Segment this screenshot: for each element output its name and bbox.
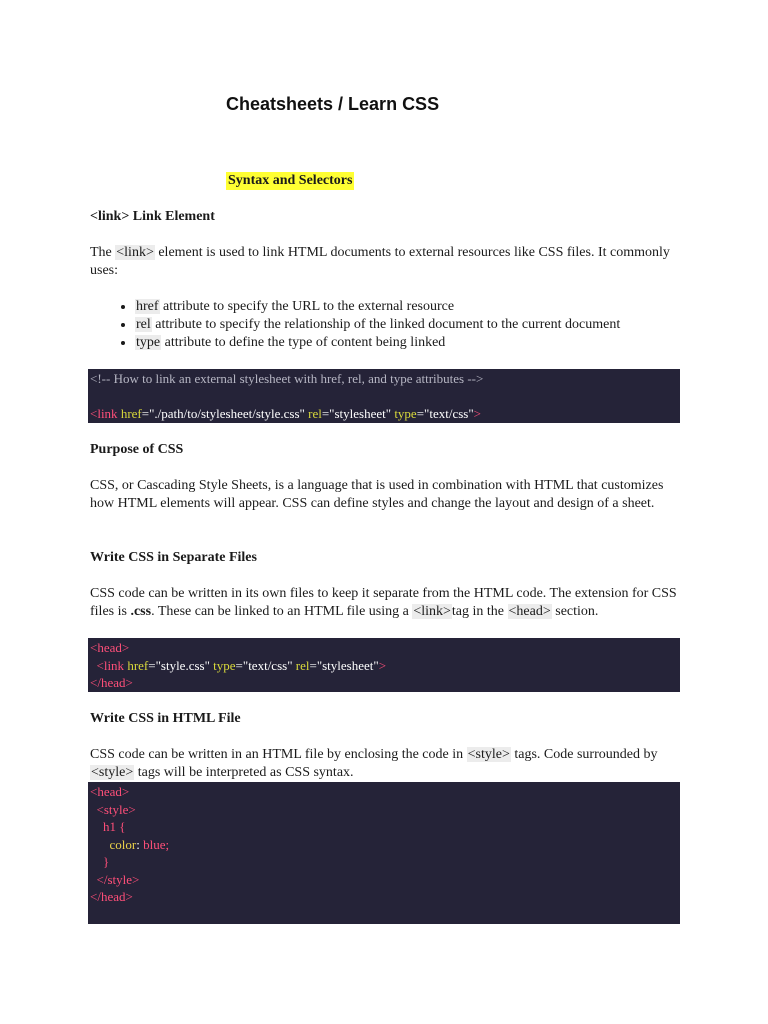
- link-attributes-list: [90, 298, 680, 352]
- code-string: "text/css": [242, 657, 293, 673]
- text-span: attribute to specify the relationship of the linked document to the current document: [151, 317, 621, 332]
- purpose-section: [90, 441, 680, 459]
- code-tag: </head>: [90, 889, 133, 904]
- code-brace: }: [90, 854, 110, 869]
- code-tag: >: [473, 406, 481, 421]
- section-banner: Syntax and Selectors: [228, 173, 353, 188]
- code-string: "stylesheet": [329, 406, 392, 421]
- file-extension: .css: [130, 604, 152, 619]
- text-span: section.: [551, 604, 599, 619]
- code-selector: h1 {: [90, 819, 126, 834]
- code-tag: <head>: [90, 784, 130, 799]
- inline-code: <link>: [116, 245, 154, 260]
- link-element-paragraph: [90, 244, 680, 280]
- code-attr: href: [120, 406, 142, 421]
- code-tag: >: [378, 657, 387, 673]
- code-attr: rel: [308, 406, 322, 421]
- separate-files-body: [90, 585, 680, 621]
- code-attr: href: [127, 657, 149, 673]
- code-tag: <head>: [90, 640, 130, 655]
- text-span: attribute to define the type of content being linked: [161, 335, 446, 350]
- code-tag: <link: [90, 657, 128, 673]
- code-attr: type: [213, 657, 236, 673]
- link-element-intro: [90, 244, 680, 280]
- html-file-code-block: [88, 782, 680, 924]
- list-item: [135, 334, 680, 352]
- purpose-body: [90, 477, 680, 513]
- code-attr: rel: [295, 657, 310, 673]
- inline-code: type: [136, 335, 161, 350]
- code-string: "style.css": [155, 657, 210, 673]
- inline-code: href: [136, 299, 159, 314]
- page-title: Cheatsheets / Learn CSS: [226, 94, 440, 114]
- code-tag: </head>: [90, 675, 133, 690]
- link-code-block: <!-- How to link an external stylesheet with href, rel, and type attributes --> <link href="./path/to/stylesheet/style.css" rel="stylesheet" type="text/css">: [88, 369, 680, 423]
- purpose-paragraph: CSS, or Cascading Style Sheets, is a language that is used in combination with HTML that customizes how HTML elements will appear. CSS can define styles and change the layout and design of a sheet.: [90, 478, 664, 511]
- list-item: [135, 298, 680, 316]
- code-string: "./path/to/stylesheet/style.css": [149, 406, 305, 421]
- text-span: CSS code can be written in its own files to keep it separate from the HTML code. The extension for CSS files is: [90, 586, 677, 619]
- link-element-heading: <link> Link Element: [90, 209, 215, 224]
- separate-files-code-block: <head> <link href="style.css" type="text/css" rel="stylesheet"> </head>: [88, 638, 680, 692]
- html-file-body: [90, 746, 680, 782]
- code-tag: </style>: [90, 871, 140, 887]
- separate-files-paragraph: [90, 585, 680, 621]
- separate-files-heading: Write CSS in Separate Files: [90, 550, 257, 565]
- text-span: tag in the: [451, 604, 508, 619]
- inline-code: rel: [136, 317, 151, 332]
- inline-code: <head>: [508, 604, 551, 619]
- html-file-heading: Write CSS in HTML File: [90, 711, 241, 726]
- code-attr: type: [394, 406, 417, 421]
- code-string: "stylesheet": [316, 657, 379, 673]
- code-value: blue;: [143, 836, 170, 852]
- code-tag: <link: [90, 406, 121, 421]
- inline-code: <style>: [91, 765, 134, 780]
- html-file-paragraph: [90, 746, 680, 782]
- text-span: CSS code can be written in an HTML file by enclosing the code in: [90, 747, 467, 762]
- text-span: element is used to link HTML documents to external resources like CSS files. It commonly uses:: [90, 245, 670, 278]
- link-element-section: [90, 208, 680, 226]
- text-span: The: [90, 245, 116, 260]
- inline-code: <link>: [413, 604, 451, 619]
- list-item: [135, 316, 680, 334]
- text-span: tags. Code surrounded by: [510, 747, 658, 762]
- html-file-section: [90, 710, 680, 728]
- link-attributes-list-wrap: [90, 298, 680, 352]
- code-string: "text/css": [424, 406, 474, 421]
- code-punct: :: [136, 836, 144, 852]
- inline-code: <style>: [467, 747, 510, 762]
- purpose-heading: Purpose of CSS: [90, 442, 184, 457]
- code-comment: <!-- How to link an external stylesheet with href, rel, and type attributes -->: [90, 371, 484, 386]
- text-span: tags will be interpreted as CSS syntax.: [134, 765, 354, 780]
- code-tag: <style>: [90, 801, 136, 817]
- separate-files-section: [90, 549, 680, 567]
- code-property: color: [90, 836, 137, 852]
- text-span: attribute to specify the URL to the external resource: [159, 299, 455, 314]
- text-span: . These can be linked to an HTML file using a: [151, 604, 413, 619]
